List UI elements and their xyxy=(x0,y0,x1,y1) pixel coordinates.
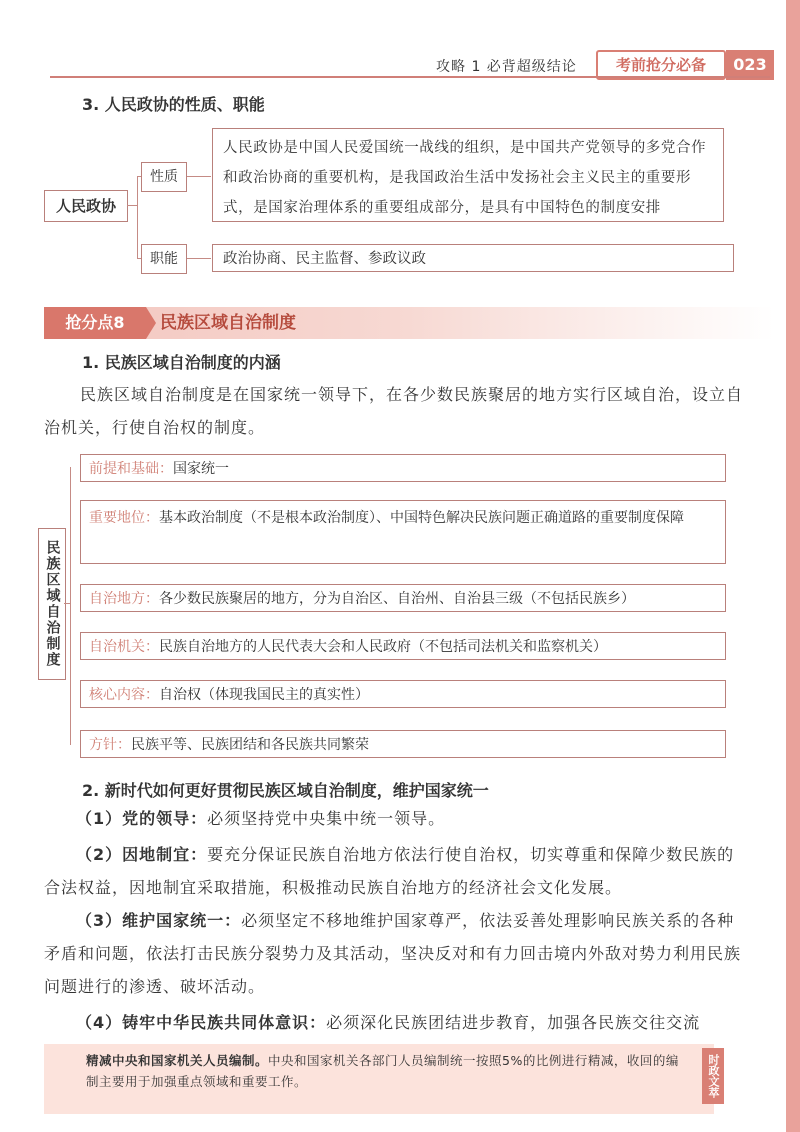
item-colon: ： xyxy=(145,510,159,526)
connector-line xyxy=(127,205,137,206)
footer-note xyxy=(86,1050,686,1092)
point-text: 必须坚定不移地维护国家尊严，依法妥善处理影响民族关系的各种矛盾和问题，依法打击民族分裂势力及其活动，坚决反对和有力回击境内外敌对势力利用民族问题进行的渗透、破坏活动。 xyxy=(44,911,742,996)
item-text: 民族自治地方的人民代表大会和人民政府（不包括司法机关和监察机关） xyxy=(159,639,607,655)
autonomy-root-box xyxy=(38,528,66,680)
section3-title: 3. 人民政协的性质、职能 xyxy=(82,95,265,114)
header-tag: 考前抢分必备 xyxy=(596,50,726,80)
implement-point xyxy=(44,838,744,904)
item-text: 基本政治制度（不是根本政治制度）、中国特色解决民族问题正确道路的重要制度保障 xyxy=(159,510,684,526)
point-lead: （3）维护国家统一： xyxy=(76,911,242,930)
implement-point xyxy=(44,802,744,835)
connotation-text: 民族区域自治制度是在国家统一领导下，在各少数民族聚居的地方实行区域自治，设立自治机关，行使自治权的制度。 xyxy=(44,385,744,437)
item-colon: ： xyxy=(159,461,173,477)
point-text: 要充分保证民族自治地方依法行使自治权，切实尊重和保障少数民族的合法权益，因地制宜采取措施，积极推动民族自治地方的经济社会文化发展。 xyxy=(44,845,735,897)
item-colon: ： xyxy=(145,639,159,655)
point-text: 必须坚持党中央集中统一领导。 xyxy=(207,809,446,828)
autonomy-item xyxy=(80,584,726,612)
implement-point xyxy=(44,1006,744,1039)
implement-point xyxy=(44,904,744,1003)
item-text: 各少数民族聚居的地方，分为自治区、自治州、自治县三级（不包括民族乡） xyxy=(159,591,635,607)
bracket-line xyxy=(137,176,138,258)
implement-title: 2. 新时代如何更好贯彻民族区域自治制度，维护国家统一 xyxy=(82,781,489,800)
nature-text-box: 人民政协是中国人民爱国统一战线的组织，是中国共产党领导的多党合作和政治协商的重要机构，是我国政治生活中发扬社会主义民主的重要形式，是国家治理体系的重要组成部分，是具有中国特色的制度安排 xyxy=(212,128,724,222)
function-text-box: 政治协商、民主监督、参政议政 xyxy=(212,244,734,272)
point-lead: （2）因地制宜： xyxy=(76,845,208,864)
connector-line xyxy=(64,603,70,604)
item-label: 核心内容 xyxy=(89,687,145,703)
page-number: 023 xyxy=(726,50,774,80)
item-label: 自治地方 xyxy=(89,591,145,607)
item-text: 民族平等、民族团结和各民族共同繁荣 xyxy=(131,737,369,753)
autonomy-item xyxy=(80,632,726,660)
point-text: 必须深化民族团结进步教育，加强各民族交往交流 xyxy=(326,1013,701,1032)
banner-title: 民族区域自治制度 xyxy=(160,313,296,333)
banner-arrow xyxy=(146,307,156,339)
nature-label-box: 性质 xyxy=(141,162,187,192)
footer-tag: 时政文萃 xyxy=(702,1048,724,1104)
item-label: 方针 xyxy=(89,737,117,753)
item-text: 自治权（体现我国民主的真实性） xyxy=(159,687,369,703)
autonomy-root-label: 民族区域自治制度 xyxy=(44,540,61,668)
autonomy-item xyxy=(80,454,726,482)
item-colon: ： xyxy=(117,737,131,753)
item-colon: ： xyxy=(145,591,159,607)
header-left-text: 攻略 1 必背超级结论 xyxy=(436,59,577,75)
function-label-box: 职能 xyxy=(141,244,187,274)
point-lead: （4）铸牢中华民族共同体意识： xyxy=(76,1013,327,1032)
footer-text: 中央和国家机关各部门人员编制统一按照5%的比例进行精减，收回的编制主要用于加强重点领域和重要工作。 xyxy=(86,1053,679,1089)
footer-bold: 精减中央和国家机关人员编制。 xyxy=(86,1053,269,1068)
banner-tag: 抢分点8 xyxy=(44,307,146,339)
item-colon: ： xyxy=(145,687,159,703)
header-divider xyxy=(50,76,770,78)
item-label: 自治机关 xyxy=(89,639,145,655)
bracket-line xyxy=(70,467,71,745)
arrow-line xyxy=(187,176,211,177)
section3-root-box: 人民政协 xyxy=(44,190,128,222)
arrow-line xyxy=(187,258,211,259)
item-text: 国家统一 xyxy=(173,461,229,477)
point-lead: （1）党的领导： xyxy=(76,809,208,828)
page-edge-strip xyxy=(786,0,800,1132)
autonomy-item xyxy=(80,680,726,708)
connotation-title: 1. 民族区域自治制度的内涵 xyxy=(82,353,281,372)
item-label: 前提和基础 xyxy=(89,461,159,477)
autonomy-item xyxy=(80,730,726,758)
item-label: 重要地位 xyxy=(89,510,145,526)
autonomy-item xyxy=(80,500,726,564)
